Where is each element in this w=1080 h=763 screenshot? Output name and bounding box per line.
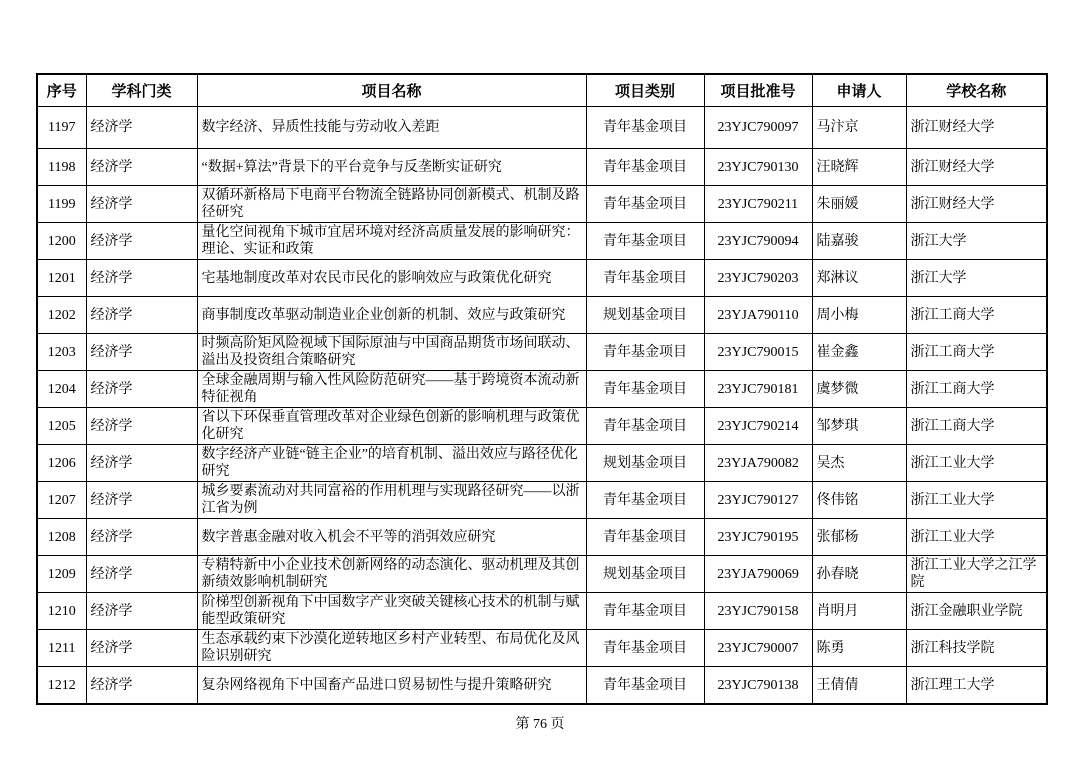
cell-school: 浙江工业大学之江学院 [906, 556, 1047, 593]
cell-grant-number: 23YJC790181 [704, 371, 812, 408]
cell-school: 浙江工商大学 [906, 408, 1047, 445]
cell-discipline: 经济学 [86, 334, 197, 371]
cell-grant-number: 23YJC790094 [704, 223, 812, 260]
cell-project-name: 时频高阶矩风险视域下国际原油与中国商品期货市场间联动、溢出及投资组合策略研究 [197, 334, 586, 371]
cell-applicant: 崔金鑫 [812, 334, 906, 371]
table-row [37, 186, 1047, 223]
cell-applicant: 陆嘉骏 [812, 223, 906, 260]
cell-grant-number: 23YJC790158 [704, 593, 812, 630]
cell-grant-number: 23YJC790138 [704, 667, 812, 705]
page-number: 第 76 页 [515, 717, 565, 732]
cell-school: 浙江大学 [906, 260, 1047, 297]
cell-applicant: 吴杰 [812, 445, 906, 482]
cell-project-name: 宅基地制度改革对农民市民化的影响效应与政策优化研究 [197, 260, 586, 297]
cell-serial: 1197 [37, 107, 86, 149]
cell-school: 浙江财经大学 [906, 186, 1047, 223]
cell-project-name: 双循环新格局下电商平台物流全链路协同创新模式、机制及路径研究 [197, 186, 586, 223]
cell-applicant: 孙春晓 [812, 556, 906, 593]
cell-project-name: 复杂网络视角下中国畜产品进口贸易韧性与提升策略研究 [197, 667, 586, 705]
table-row [37, 667, 1047, 705]
cell-school: 浙江金融职业学院 [906, 593, 1047, 630]
cell-grant-number: 23YJA790069 [704, 556, 812, 593]
cell-project-name: 省以下环保垂直管理改革对企业绿色创新的影响机理与政策优化研究 [197, 408, 586, 445]
table-header-row [37, 74, 1047, 107]
cell-project-name: 数字经济、异质性技能与劳动收入差距 [197, 107, 586, 149]
cell-category: 青年基金项目 [586, 630, 704, 667]
cell-serial: 1201 [37, 260, 86, 297]
cell-applicant: 汪晓辉 [812, 149, 906, 186]
cell-school: 浙江工业大学 [906, 445, 1047, 482]
cell-category: 青年基金项目 [586, 149, 704, 186]
cell-category: 青年基金项目 [586, 371, 704, 408]
cell-category: 规划基金项目 [586, 556, 704, 593]
cell-applicant: 周小梅 [812, 297, 906, 334]
cell-category: 青年基金项目 [586, 107, 704, 149]
cell-category: 青年基金项目 [586, 482, 704, 519]
cell-serial: 1199 [37, 186, 86, 223]
cell-project-name: 量化空间视角下城市宜居环境对经济高质量发展的影响研究：理论、实证和政策 [197, 223, 586, 260]
cell-project-name: “数据+算法”背景下的平台竞争与反垄断实证研究 [197, 149, 586, 186]
cell-discipline: 经济学 [86, 445, 197, 482]
table-row [37, 260, 1047, 297]
cell-grant-number: 23YJC790130 [704, 149, 812, 186]
cell-applicant: 肖明月 [812, 593, 906, 630]
cell-school: 浙江工商大学 [906, 334, 1047, 371]
cell-serial: 1205 [37, 408, 86, 445]
cell-grant-number: 23YJC790195 [704, 519, 812, 556]
cell-serial: 1200 [37, 223, 86, 260]
cell-school: 浙江工业大学 [906, 519, 1047, 556]
cell-discipline: 经济学 [86, 297, 197, 334]
table-row [37, 519, 1047, 556]
cell-school: 浙江理工大学 [906, 667, 1047, 705]
table-row [37, 408, 1047, 445]
cell-category: 规划基金项目 [586, 297, 704, 334]
table-row [37, 482, 1047, 519]
cell-school: 浙江工商大学 [906, 297, 1047, 334]
cell-discipline: 经济学 [86, 519, 197, 556]
cell-project-name: 生态承载约束下沙漠化逆转地区乡村产业转型、布局优化及风险识别研究 [197, 630, 586, 667]
cell-project-name: 商事制度改革驱动制造业企业创新的机制、效应与政策研究 [197, 297, 586, 334]
cell-grant-number: 23YJC790097 [704, 107, 812, 149]
col-header-applicant: 申请人 [812, 74, 906, 107]
cell-discipline: 经济学 [86, 593, 197, 630]
cell-serial: 1208 [37, 519, 86, 556]
cell-discipline: 经济学 [86, 482, 197, 519]
cell-serial: 1212 [37, 667, 86, 705]
table-row [37, 445, 1047, 482]
cell-project-name: 数字经济产业链“链主企业”的培育机制、溢出效应与路径优化研究 [197, 445, 586, 482]
col-header-category: 项目类别 [586, 74, 704, 107]
cell-grant-number: 23YJC790015 [704, 334, 812, 371]
cell-grant-number: 23YJC790203 [704, 260, 812, 297]
cell-project-name: 阶梯型创新视角下中国数字产业突破关键核心技术的机制与赋能型政策研究 [197, 593, 586, 630]
cell-category: 青年基金项目 [586, 593, 704, 630]
col-header-grant-number: 项目批准号 [704, 74, 812, 107]
cell-grant-number: 23YJC790127 [704, 482, 812, 519]
table-row [37, 371, 1047, 408]
table-row [37, 297, 1047, 334]
cell-school: 浙江财经大学 [906, 149, 1047, 186]
col-header-serial: 序号 [37, 74, 86, 107]
cell-serial: 1206 [37, 445, 86, 482]
cell-discipline: 经济学 [86, 107, 197, 149]
cell-serial: 1204 [37, 371, 86, 408]
cell-category: 青年基金项目 [586, 334, 704, 371]
cell-project-name: 全球金融周期与输入性风险防范研究——基于跨境资本流动新特征视角 [197, 371, 586, 408]
cell-serial: 1203 [37, 334, 86, 371]
table-row [37, 223, 1047, 260]
cell-school: 浙江大学 [906, 223, 1047, 260]
cell-grant-number: 23YJC790211 [704, 186, 812, 223]
cell-serial: 1198 [37, 149, 86, 186]
cell-applicant: 王倩倩 [812, 667, 906, 705]
table-row [37, 107, 1047, 149]
cell-serial: 1210 [37, 593, 86, 630]
cell-applicant: 邹梦琪 [812, 408, 906, 445]
cell-discipline: 经济学 [86, 260, 197, 297]
cell-category: 青年基金项目 [586, 186, 704, 223]
cell-applicant: 陈勇 [812, 630, 906, 667]
cell-project-name: 数字普惠金融对收入机会不平等的消弭效应研究 [197, 519, 586, 556]
cell-applicant: 虞梦微 [812, 371, 906, 408]
table-row [37, 149, 1047, 186]
cell-category: 规划基金项目 [586, 445, 704, 482]
cell-serial: 1209 [37, 556, 86, 593]
cell-discipline: 经济学 [86, 223, 197, 260]
cell-project-name: 城乡要素流动对共同富裕的作用机理与实现路径研究——以浙江省为例 [197, 482, 586, 519]
cell-applicant: 张郁杨 [812, 519, 906, 556]
cell-grant-number: 23YJA790082 [704, 445, 812, 482]
cell-discipline: 经济学 [86, 556, 197, 593]
cell-discipline: 经济学 [86, 149, 197, 186]
cell-category: 青年基金项目 [586, 408, 704, 445]
cell-applicant: 佟伟铭 [812, 482, 906, 519]
cell-category: 青年基金项目 [586, 519, 704, 556]
table-row [37, 556, 1047, 593]
col-header-project-name: 项目名称 [197, 74, 586, 107]
cell-discipline: 经济学 [86, 667, 197, 705]
cell-discipline: 经济学 [86, 186, 197, 223]
cell-serial: 1207 [37, 482, 86, 519]
cell-category: 青年基金项目 [586, 260, 704, 297]
cell-discipline: 经济学 [86, 408, 197, 445]
cell-grant-number: 23YJA790110 [704, 297, 812, 334]
cell-category: 青年基金项目 [586, 223, 704, 260]
cell-discipline: 经济学 [86, 371, 197, 408]
cell-school: 浙江工商大学 [906, 371, 1047, 408]
cell-project-name: 专精特新中小企业技术创新网络的动态演化、驱动机理及其创新绩效影响机制研究 [197, 556, 586, 593]
cell-grant-number: 23YJC790007 [704, 630, 812, 667]
cell-applicant: 朱丽媛 [812, 186, 906, 223]
cell-applicant: 马汴京 [812, 107, 906, 149]
cell-school: 浙江科技学院 [906, 630, 1047, 667]
cell-serial: 1211 [37, 630, 86, 667]
col-header-school: 学校名称 [906, 74, 1047, 107]
table-row [37, 334, 1047, 371]
table-row [37, 593, 1047, 630]
cell-category: 青年基金项目 [586, 667, 704, 705]
grant-projects-table [36, 73, 1048, 705]
cell-grant-number: 23YJC790214 [704, 408, 812, 445]
table-row [37, 630, 1047, 667]
cell-school: 浙江工业大学 [906, 482, 1047, 519]
cell-discipline: 经济学 [86, 630, 197, 667]
col-header-discipline: 学科门类 [86, 74, 197, 107]
cell-serial: 1202 [37, 297, 86, 334]
cell-applicant: 郑淋议 [812, 260, 906, 297]
cell-school: 浙江财经大学 [906, 107, 1047, 149]
